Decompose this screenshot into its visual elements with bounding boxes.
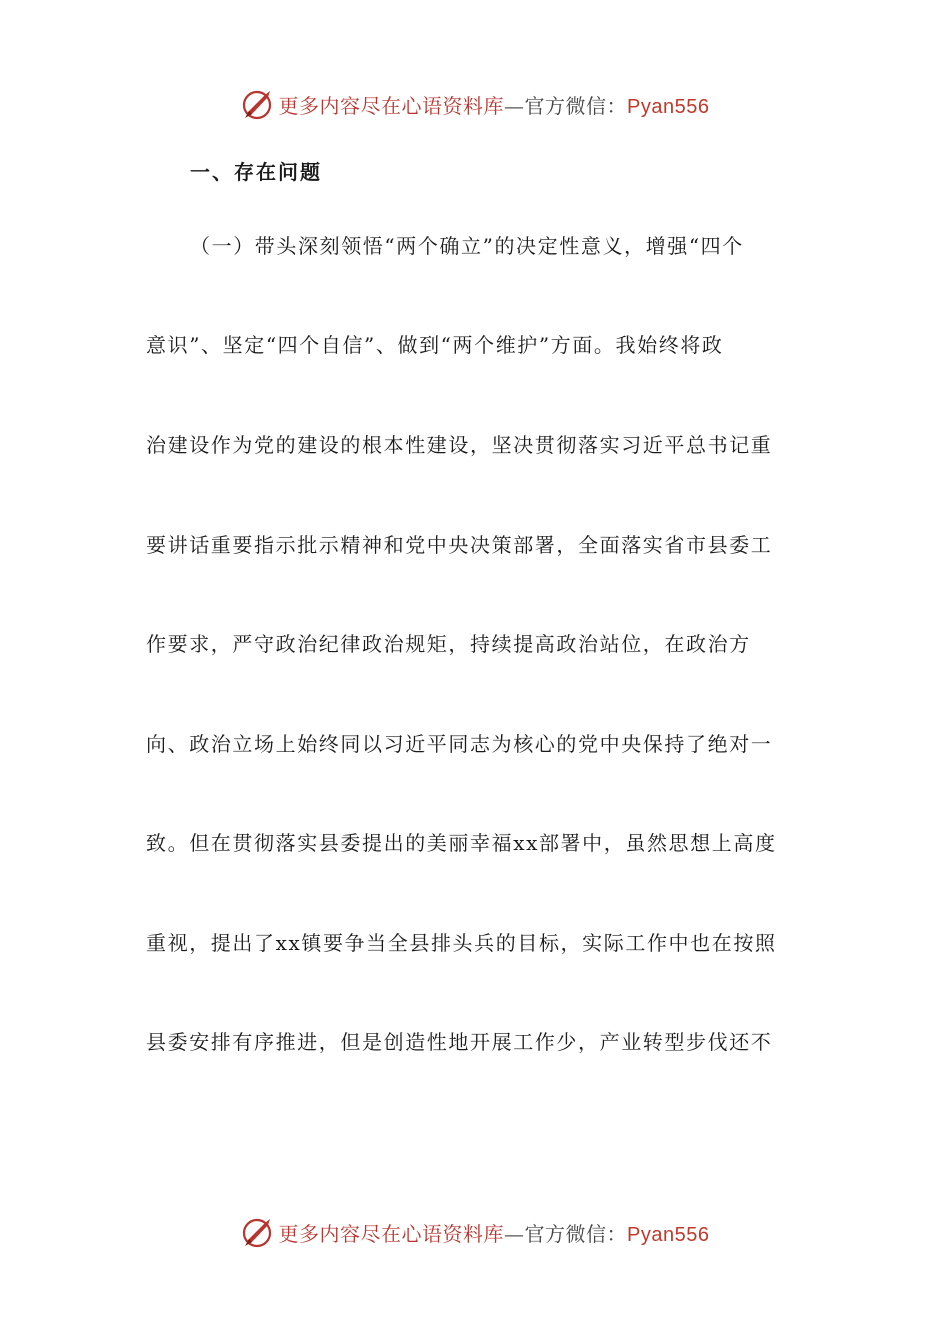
quill-pen-logo-icon xyxy=(241,87,275,121)
body-line-8: 重视，提出了xx镇要争当全县排头兵的目标，实际工作中也在按照 xyxy=(146,931,777,955)
banner-wechat-id: Pyan556 xyxy=(627,95,710,118)
body-line-1: （一）带头深刻领悟“两个确立”的决定性意义，增强“四个 xyxy=(190,234,744,258)
banner-dash: — xyxy=(504,93,525,118)
banner-wechat-label: 官方微信： xyxy=(524,1221,628,1246)
body-line-9: 县委安排有序推进，但是创造性地开展工作少，产业转型步伐还不 xyxy=(146,1030,773,1054)
banner-text xyxy=(279,1218,710,1247)
body-line-2: 意识”、坚定“四个自信”、做到“两个维护”方面。我始终将政 xyxy=(146,333,724,357)
header-watermark-banner xyxy=(0,84,950,124)
quill-pen-logo-icon xyxy=(241,1215,275,1249)
body-line-6: 向、政治立场上始终同以习近平同志为核心的党中央保持了绝对一 xyxy=(146,732,773,756)
banner-wechat-id: Pyan556 xyxy=(627,1223,710,1246)
banner-wechat-label: 官方微信： xyxy=(524,93,628,118)
section-heading: 一、存在问题 xyxy=(190,160,322,184)
body-line-4: 要讲话重要指示批示精神和党中央决策部署，全面落实省市县委工 xyxy=(146,533,773,557)
body-line-7: 致。但在贯彻落实县委提出的美丽幸福xx部署中，虽然思想上高度 xyxy=(146,831,777,855)
banner-main-text: 更多内容尽在心语资料库 xyxy=(278,1221,505,1246)
body-line-5: 作要求，严守政治纪律政治规矩，持续提高政治站位，在政治方 xyxy=(146,632,751,656)
banner-main-text: 更多内容尽在心语资料库 xyxy=(278,93,505,118)
banner-text xyxy=(279,90,710,119)
banner-dash: — xyxy=(504,1221,525,1246)
footer-watermark-banner xyxy=(0,1212,950,1252)
body-line-3: 治建设作为党的建设的根本性建设，坚决贯彻落实习近平总书记重 xyxy=(146,433,773,457)
